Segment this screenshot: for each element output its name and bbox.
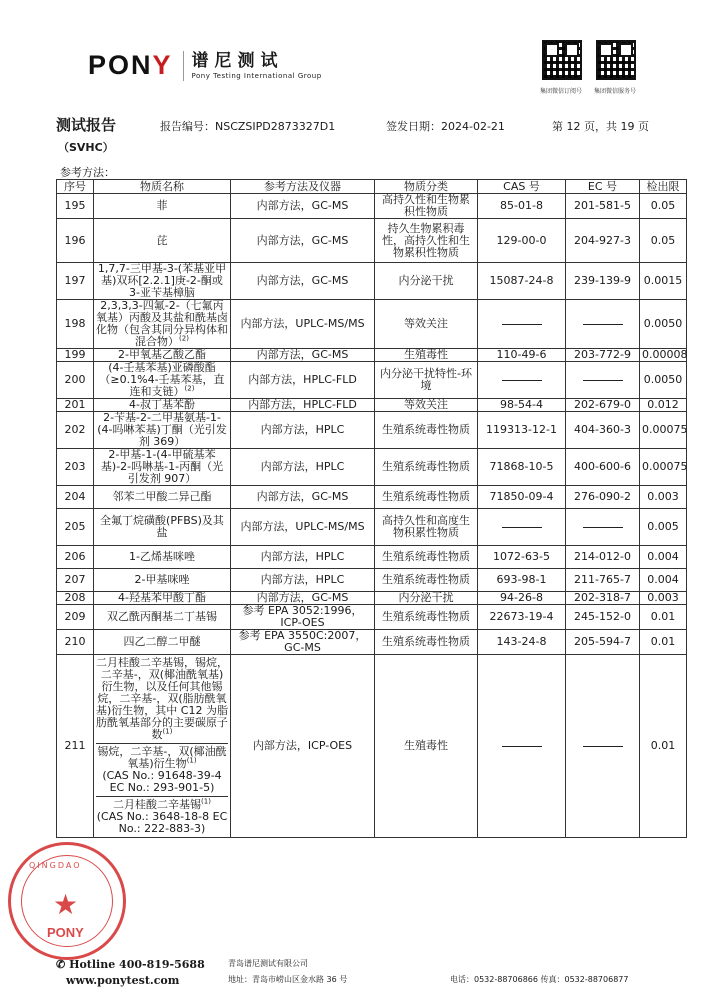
method: 内部方法，HPLC-FLD <box>231 362 375 399</box>
footer-contact: 电话：0532-88706866 传真：0532-88706877 <box>450 975 629 984</box>
substance-class: 生殖系统毒性物质 <box>375 569 478 592</box>
footnote-marker: (1) <box>162 727 173 736</box>
substance-name: 芘 <box>94 219 231 263</box>
substance-name: 邻苯二甲酸二异己酯 <box>94 486 231 509</box>
ec-number: 204-927-3 <box>566 219 640 263</box>
row-number: 203 <box>57 449 94 486</box>
method: 参考 EPA 3550C:2007，GC-MS <box>231 630 375 655</box>
table-row <box>57 655 687 838</box>
method: 内部方法，GC-MS <box>231 263 375 300</box>
cas-number: 71868-10-5 <box>478 449 566 486</box>
method: 内部方法，HPLC <box>231 412 375 449</box>
sub-substance: 二月桂酸二辛基锡$^{(1)}$ (CAS No.: 3648-18-8 EC No.: 222-883-3) <box>96 797 228 835</box>
row-number: 202 <box>57 412 94 449</box>
substance-class: 高持久性和生物累积性物质 <box>375 194 478 219</box>
row-number: 199 <box>57 349 94 362</box>
table-row <box>57 362 687 399</box>
ec-number: 205-594-7 <box>566 630 640 655</box>
ec-number: 202-679-0 <box>566 399 640 412</box>
substance-class: 生殖系统毒性物质 <box>375 546 478 569</box>
substance-name: 4-叔丁基苯酚 <box>94 399 231 412</box>
company-seal <box>8 842 126 960</box>
detection-limit: 0.005 <box>640 509 687 546</box>
detection-limit: 0.05 <box>640 194 687 219</box>
substance-name: 二月桂酸二辛基锡，锡烷，二辛基-，双(椰油酰氧基)衍生物，以及任何其他锡烷，二辛基-，双(脂肪酰氧基)衍生物，其中 C12 为脂肪酰氧基部分的主要碳原子数$^{(1)}$ 锡烷，二辛基-，双(椰油酰氧基)衍生物$^{(1)}$ (CAS No.: 91648-39-4 EC No.: 293-901-5) 二月桂酸二辛基锡$^{(1)}$ (CAS No.: 3648-18-8 EC No.: 222-883-3) <box>94 655 231 838</box>
table-row <box>57 546 687 569</box>
qr-code-icon <box>542 40 582 80</box>
detection-limit: 0.00075 <box>640 449 687 486</box>
table-row <box>57 449 687 486</box>
phone-icon: ✆ <box>56 958 66 971</box>
method: 参考 EPA 3052:1996，ICP-OES <box>231 605 375 630</box>
ec-number: 214-012-0 <box>566 546 640 569</box>
report-title-block <box>56 114 116 155</box>
row-number: 198 <box>57 300 94 349</box>
logo-wordmark: PONY <box>88 50 173 80</box>
detection-limit: 0.012 <box>640 399 687 412</box>
table-row <box>57 592 687 605</box>
substance-name: 2-苄基-2-二甲基氨基-1-(4-吗啉苯基)丁酮（光引发剂 369） <box>94 412 231 449</box>
cas-number <box>478 362 566 399</box>
website-link[interactable]: www.ponytest.com <box>66 974 180 987</box>
cas-number: 1072-63-5 <box>478 546 566 569</box>
cas-number: 22673-19-4 <box>478 605 566 630</box>
substance-class: 生殖系统毒性物质 <box>375 605 478 630</box>
substance-class: 持久生物累积毒性，高持久性和生物累积性物质 <box>375 219 478 263</box>
method: 内部方法，HPLC <box>231 569 375 592</box>
row-number: 196 <box>57 219 94 263</box>
cas-number: 693-98-1 <box>478 569 566 592</box>
qr-label-subscription: 集团微信订阅号 <box>540 88 583 95</box>
page-number: 第 12 页，共 19 页 <box>552 120 649 133</box>
method: 内部方法，UPLC-MS/MS <box>231 300 375 349</box>
ec-number: 239-139-9 <box>566 263 640 300</box>
substance-class: 内分泌干扰 <box>375 592 478 605</box>
row-number: 209 <box>57 605 94 630</box>
method: 内部方法，GC-MS <box>231 219 375 263</box>
dash-icon <box>583 527 623 528</box>
substance-class: 等效关注 <box>375 300 478 349</box>
table-header-row <box>57 180 687 194</box>
footer-address: 地址：青岛市崂山区金水路 36 号 <box>228 975 348 984</box>
cas-number <box>478 655 566 838</box>
ec-number <box>566 300 640 349</box>
cas-number: 129-00-0 <box>478 219 566 263</box>
substance-class: 内分泌干扰特性-环境 <box>375 362 478 399</box>
column-header: CAS 号 <box>478 180 566 194</box>
table-row <box>57 509 687 546</box>
cas-number: 71850-09-4 <box>478 486 566 509</box>
ec-number: 276-090-2 <box>566 486 640 509</box>
method: 内部方法，GC-MS <box>231 486 375 509</box>
qr-code-icon <box>596 40 636 80</box>
cas-number: 85-01-8 <box>478 194 566 219</box>
table-row <box>57 349 687 362</box>
ec-number <box>566 509 640 546</box>
star-icon: ★ <box>53 888 79 921</box>
substance-name: 4-羟基苯甲酸丁酯 <box>94 592 231 605</box>
table-row <box>57 300 687 349</box>
method: 内部方法，UPLC-MS/MS <box>231 509 375 546</box>
detection-limit: 0.01 <box>640 655 687 838</box>
substance-class: 生殖系统毒性物质 <box>375 486 478 509</box>
column-header: EC 号 <box>566 180 640 194</box>
footnote-marker: (1) <box>186 756 197 765</box>
cas-number <box>478 509 566 546</box>
row-number: 205 <box>57 509 94 546</box>
column-header: 物质分类 <box>375 180 478 194</box>
report-number: 报告编号：NSCZSIPD2873327D1 <box>160 120 336 133</box>
reference-method-label: 参考方法： <box>60 166 115 179</box>
page-footer <box>0 950 707 1000</box>
table-row <box>57 630 687 655</box>
detection-limit: 0.0050 <box>640 300 687 349</box>
substance-name: 全氟丁烷磺酸(PFBS)及其盐 <box>94 509 231 546</box>
logo-chinese-name: 谱尼测试 <box>191 50 284 71</box>
table-row <box>57 605 687 630</box>
dash-icon <box>502 527 542 528</box>
row-number: 207 <box>57 569 94 592</box>
substance-name: 1,7,7-三甲基-3-(苯基亚甲基)双环[2.2.1]庚-2-酮或3-亚苄基樟脑 <box>94 263 231 300</box>
ec-number: 203-772-9 <box>566 349 640 362</box>
substance-class: 等效关注 <box>375 399 478 412</box>
detection-limit: 0.01 <box>640 605 687 630</box>
detection-limit: 0.004 <box>640 546 687 569</box>
detection-limit: 0.003 <box>640 592 687 605</box>
substance-class: 生殖毒性 <box>375 655 478 838</box>
substance-name: 2-甲基咪唑 <box>94 569 231 592</box>
sub-substance: 锡烷，二辛基-，双(椰油酰氧基)衍生物$^{(1)}$ (CAS No.: 91648-39-4 EC No.: 293-901-5) <box>97 745 227 794</box>
dash-icon <box>502 324 542 325</box>
substance-name: (4-壬基苯基)亚磷酸酯（≥0.1%4-壬基苯基，直连和支链）$^{(2)}$ <box>94 362 231 399</box>
footnote-marker: (1) <box>201 797 211 806</box>
method: 内部方法，GC-MS <box>231 194 375 219</box>
cas-number: 110-49-6 <box>478 349 566 362</box>
detection-limit: 0.00008 <box>640 349 687 362</box>
cas-number: 94-26-8 <box>478 592 566 605</box>
dash-icon <box>583 324 623 325</box>
table-row <box>57 412 687 449</box>
dash-icon <box>583 746 623 747</box>
row-number: 197 <box>57 263 94 300</box>
detection-limit: 0.01 <box>640 630 687 655</box>
method: 内部方法，HPLC <box>231 449 375 486</box>
ec-number: 202-318-7 <box>566 592 640 605</box>
substance-name: 双乙酰丙酮基二丁基锡 <box>94 605 231 630</box>
ec-number <box>566 655 640 838</box>
dash-icon <box>502 746 542 747</box>
table-row <box>57 263 687 300</box>
detection-limit: 0.05 <box>640 219 687 263</box>
method: 内部方法，GC-MS <box>231 592 375 605</box>
method: 内部方法，GC-MS <box>231 349 375 362</box>
substance-class: 内分泌干扰 <box>375 263 478 300</box>
substance-name: 四乙二醇二甲醚 <box>94 630 231 655</box>
report-title: 测试报告 <box>56 116 117 134</box>
report-subtitle: （SVHC） <box>58 141 114 154</box>
svhc-table <box>56 179 687 838</box>
cas-number: 143-24-8 <box>478 630 566 655</box>
ec-number: 404-360-3 <box>566 412 640 449</box>
column-header: 物质名称 <box>94 180 231 194</box>
ec-number: 201-581-5 <box>566 194 640 219</box>
method: 内部方法，ICP-OES <box>231 655 375 838</box>
detection-limit: 0.00075 <box>640 412 687 449</box>
hotline-text: ✆ Hotline 400-819-5688 <box>56 958 205 971</box>
page-header <box>0 0 707 100</box>
table-row <box>57 219 687 263</box>
substance-class: 生殖系统毒性物质 <box>375 630 478 655</box>
substance-name: 2,3,3,3-四氟-2-（七氟丙氧基）丙酸及其盐和酰基卤化物（包含其同分异构体和混合物）$^{(2)}$ <box>94 300 231 349</box>
cas-number: 119313-12-1 <box>478 412 566 449</box>
cas-number <box>478 300 566 349</box>
ec-number <box>566 362 640 399</box>
seal-text: PONY <box>47 925 84 940</box>
ec-number: 211-765-7 <box>566 569 640 592</box>
substance-class: 生殖毒性 <box>375 349 478 362</box>
substance-class: 生殖系统毒性物质 <box>375 449 478 486</box>
detection-limit: 0.0015 <box>640 263 687 300</box>
detection-limit: 0.004 <box>640 569 687 592</box>
method: 内部方法，HPLC <box>231 546 375 569</box>
substance-class: 高持久性和高度生物积累性物质 <box>375 509 478 546</box>
substance-name: 2-甲基-1-(4-甲硫基苯基)-2-吗啉基-1-丙酮（光引发剂 907） <box>94 449 231 486</box>
footer-company: 青岛谱尼测试有限公司 <box>228 959 308 968</box>
qr-label-service: 集团微信服务号 <box>594 88 637 95</box>
column-header: 检出限 <box>640 180 687 194</box>
method: 内部方法，HPLC-FLD <box>231 399 375 412</box>
table-row <box>57 194 687 219</box>
issue-date: 签发日期：2024-02-21 <box>386 120 505 133</box>
sub-substance-id: (CAS No.: 91648-39-4 EC No.: 293-901-5) <box>102 769 222 794</box>
row-number: 208 <box>57 592 94 605</box>
substance-name: 2-甲氧基乙酸乙酯 <box>94 349 231 362</box>
table-row <box>57 399 687 412</box>
table-row <box>57 486 687 509</box>
sub-substance-id: (CAS No.: 3648-18-8 EC No.: 222-883-3) <box>96 810 228 835</box>
company-logo <box>88 50 322 81</box>
row-number: 195 <box>57 194 94 219</box>
row-number: 200 <box>57 362 94 399</box>
row-number: 210 <box>57 630 94 655</box>
footnote-marker: (2) <box>184 384 195 393</box>
ec-number: 400-600-6 <box>566 449 640 486</box>
column-header: 参考方法及仪器 <box>231 180 375 194</box>
row-number: 201 <box>57 399 94 412</box>
dash-icon <box>502 380 542 381</box>
detection-limit: 0.003 <box>640 486 687 509</box>
ec-number: 245-152-0 <box>566 605 640 630</box>
cas-number: 98-54-4 <box>478 399 566 412</box>
seal-ring-text: QINGDAO <box>29 861 82 870</box>
footnote-marker: (2) <box>179 334 189 343</box>
substance-name: 菲 <box>94 194 231 219</box>
row-number: 204 <box>57 486 94 509</box>
dash-icon <box>583 380 623 381</box>
substance-name: 1-乙烯基咪唑 <box>94 546 231 569</box>
row-number: 211 <box>57 655 94 838</box>
cas-number: 15087-24-8 <box>478 263 566 300</box>
row-number: 206 <box>57 546 94 569</box>
substance-class: 生殖系统毒性物质 <box>375 412 478 449</box>
detection-limit: 0.0050 <box>640 362 687 399</box>
column-header: 序号 <box>57 180 94 194</box>
table-row <box>57 569 687 592</box>
logo-english-name: Pony Testing International Group <box>191 71 322 80</box>
